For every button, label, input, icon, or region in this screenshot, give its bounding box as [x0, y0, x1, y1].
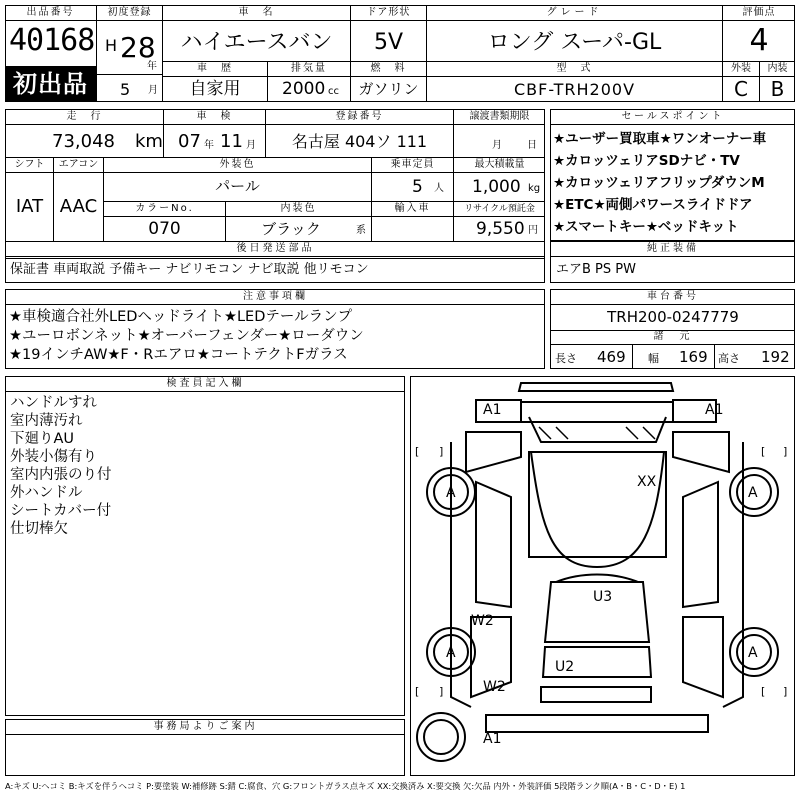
length: 469: [597, 348, 626, 366]
standard-equipment-label: 純正装備: [647, 243, 699, 254]
hood-outline: [521, 402, 673, 422]
mileage: 73,048: [52, 131, 115, 152]
mark-left-door: W2: [471, 613, 494, 629]
score: 4: [749, 23, 769, 58]
inspector-note: 室内内張のり付: [10, 467, 112, 483]
inspection-month: 11: [220, 131, 243, 152]
mark-cabin: U3: [593, 589, 613, 605]
selling-point-item: ★スマートキー★ベッドキット: [553, 219, 739, 235]
right-front-fender-outline: [673, 432, 729, 472]
exterior-color: パール: [215, 177, 260, 195]
selling-points-label: セールスポイント: [621, 111, 725, 122]
mileage-unit: km: [135, 131, 163, 152]
recycle-deposit: 9,550: [476, 219, 525, 239]
inspector-note: シートカバー付: [10, 503, 112, 519]
mark-rear-bumper: A1: [483, 731, 502, 747]
max-load: 1,000: [472, 177, 521, 197]
inspector-note: 仕切棒欠: [10, 521, 68, 537]
interior-grade-label: 内装: [767, 63, 788, 74]
rear-bumper-outline: [541, 687, 651, 702]
first-listing-badge: 初出品: [5, 66, 96, 102]
mark-left-rear-wheel: A: [446, 645, 456, 661]
ac-label: エアコン: [58, 159, 99, 170]
inspection-month-unit: 月: [246, 140, 256, 151]
max-load-unit: kg: [528, 183, 541, 194]
fuel-label: 燃 料: [370, 63, 407, 74]
inspector-label: 検査員記入欄: [166, 378, 245, 389]
chassis-number-label: 車台番号: [647, 291, 699, 302]
mark-left-front-wheel: A: [446, 485, 456, 501]
model: CBF-TRH200V: [513, 80, 636, 99]
svg-text:[: [: [415, 445, 420, 458]
width-label: 幅: [648, 352, 659, 365]
mark-right-rear-wheel: A: [748, 645, 758, 661]
interior-grade: B: [770, 77, 785, 101]
right-quarter-outline: [683, 617, 723, 697]
mark-front-left-corner: A1: [483, 402, 502, 418]
transfer-deadline-label: 譲渡書類期限: [469, 111, 530, 122]
svg-text:]: ]: [783, 445, 788, 458]
displacement-label: 排気量: [291, 63, 327, 74]
note-line: ★車検適合社外LEDヘッドライト★LEDテールランプ: [9, 309, 353, 325]
interior-color-suffix: 系: [356, 225, 366, 236]
chassis-number: TRH200-0247779: [607, 308, 739, 326]
score-label: 評価点: [742, 7, 776, 18]
max-load-label: 最大積載量: [474, 159, 525, 170]
air-conditioner: AAC: [59, 196, 98, 217]
grade-label: グレード: [546, 7, 603, 18]
color-number-label: カラーNo.: [135, 203, 194, 214]
year-unit: 年: [147, 61, 157, 72]
left-side-line: [451, 442, 471, 707]
month-unit: 月: [148, 85, 158, 96]
capacity: 5: [412, 177, 423, 197]
note-line: ★19インチAW★F・Rエアロ★コートテクトFガラス: [9, 347, 348, 363]
height-label: 高さ: [718, 352, 740, 365]
accessories: 保証書 車両取説 予備キー ナビリモコン ナビ取説 他リモコン: [10, 262, 369, 277]
left-side-window-outline: [476, 482, 511, 607]
mileage-label: 走 行: [66, 111, 103, 122]
exterior-color-label: 外装色: [219, 159, 256, 170]
svg-text:[: [: [761, 445, 766, 458]
inspector-note: 室内薄汚れ: [10, 413, 83, 429]
exterior-grade: C: [734, 77, 748, 101]
fuel: ガソリン: [358, 80, 419, 98]
svg-text:[: [: [415, 685, 420, 698]
selling-points-list: [553, 128, 795, 238]
mark-roof: XX: [637, 474, 657, 490]
capacity-unit: 人: [434, 183, 444, 194]
first-registration-label: 初度登録: [107, 7, 152, 18]
standard-equipment: エアB PS PW: [556, 262, 636, 277]
van-damage-diagram: [411, 377, 794, 775]
inspector-notes-list: [10, 394, 112, 538]
selling-point-item: ★ユーザー買取車★ワンオーナー車: [553, 131, 767, 147]
cabin-curve: [556, 575, 638, 583]
registration-month: 5: [120, 80, 131, 99]
interior-color: ブラック: [261, 220, 321, 238]
vehicle-diagram: [410, 376, 795, 776]
inspection-label: 車 検: [196, 111, 233, 122]
recycle-deposit-label: リサイクル預託金: [464, 204, 535, 214]
car-name-label: 車 名: [238, 7, 275, 18]
shift: IAT: [15, 196, 44, 217]
inspector-note: 外ハンドル: [10, 485, 83, 501]
selling-point-item: ★カロッツェリアSDナビ・TV: [553, 153, 740, 169]
front-bumper-outline: [519, 383, 673, 391]
shift-label: シフト: [14, 159, 45, 170]
plate-label: 登録番号: [335, 111, 384, 122]
transfer-month-unit: 月: [492, 140, 502, 151]
car-name: ハイエースバン: [180, 30, 333, 55]
rear-step-outline: [486, 715, 708, 732]
grade: ロング スーパ-GL: [487, 30, 662, 55]
dimensions-label: 諸 元: [653, 331, 693, 342]
inspection-year-unit: 年: [204, 140, 214, 151]
transfer-day-unit: 日: [527, 140, 537, 151]
notes-list: [9, 308, 364, 365]
lot-number-label: 出品番号: [26, 7, 75, 18]
era: H: [105, 36, 118, 55]
door-type-label: ドア形状: [366, 7, 411, 18]
inspector-note: 外装小傷有り: [10, 449, 97, 465]
legend: A:キズ U:ヘコミ B:キズを伴うヘコミ P:要塗装 W:補修跡 S:錆 C:腐食、穴 G:フロントガラス点キズ XX:交換済み X:要交換 欠:欠品 内外・外装評価 5段階ランク順(A・B・C・D・E) 1: [5, 782, 686, 791]
lot-number: 40168: [9, 23, 95, 58]
mark-rear-floor: U2: [555, 659, 575, 675]
recycle-deposit-unit: 円: [528, 225, 538, 236]
inspector-note: 下廻りAU: [10, 431, 75, 447]
capacity-label: 乗車定員: [390, 159, 435, 170]
selling-point-item: ★ETC★両側パワースライドドア: [553, 197, 753, 213]
model-label: 型 式: [556, 63, 593, 74]
selling-point-item: ★カロッツェリアフリップダウンM: [553, 175, 765, 191]
inspector-note: ハンドルすれ: [10, 395, 97, 411]
accessories-label: 後日発送部品: [236, 243, 315, 254]
svg-text:]: ]: [439, 445, 444, 458]
length-label: 長さ: [555, 352, 577, 365]
office-notice-label: 事務局よりご案内: [153, 721, 258, 732]
interior-color-label: 内装色: [280, 203, 317, 214]
plate-number: 名古屋 404ソ 111: [291, 132, 428, 151]
color-number: 070: [148, 219, 181, 239]
roof-outline: [529, 452, 666, 557]
import-label: 輸入車: [394, 203, 431, 214]
history-label: 車 歴: [197, 63, 233, 74]
displacement: 2000: [282, 79, 326, 99]
left-front-fender-outline: [466, 432, 521, 472]
mark-right-front-wheel: A: [748, 485, 758, 501]
roof-curve: [531, 452, 664, 567]
notes-label: 注意事項欄: [243, 291, 308, 302]
width: 169: [679, 348, 708, 366]
mark-front-right-corner: A1: [705, 402, 724, 418]
svg-text:]: ]: [439, 685, 444, 698]
note-line: ★ユーロボンネット★オーバーフェンダー★ローダウン: [9, 328, 364, 344]
mark-left-quarter: W2: [483, 679, 506, 695]
accessories-box: [5, 241, 545, 283]
displacement-unit: cc: [328, 86, 339, 97]
height: 192: [761, 348, 790, 366]
registration-year: 28: [120, 31, 156, 64]
exterior-grade-label: 外装: [731, 63, 751, 74]
svg-text:]: ]: [783, 685, 788, 698]
history: 自家用: [189, 79, 241, 99]
svg-text:[: [: [761, 685, 766, 698]
inspection-year: 07: [178, 131, 201, 152]
door-type: 5V: [373, 30, 404, 55]
right-side-window-outline: [683, 482, 718, 607]
